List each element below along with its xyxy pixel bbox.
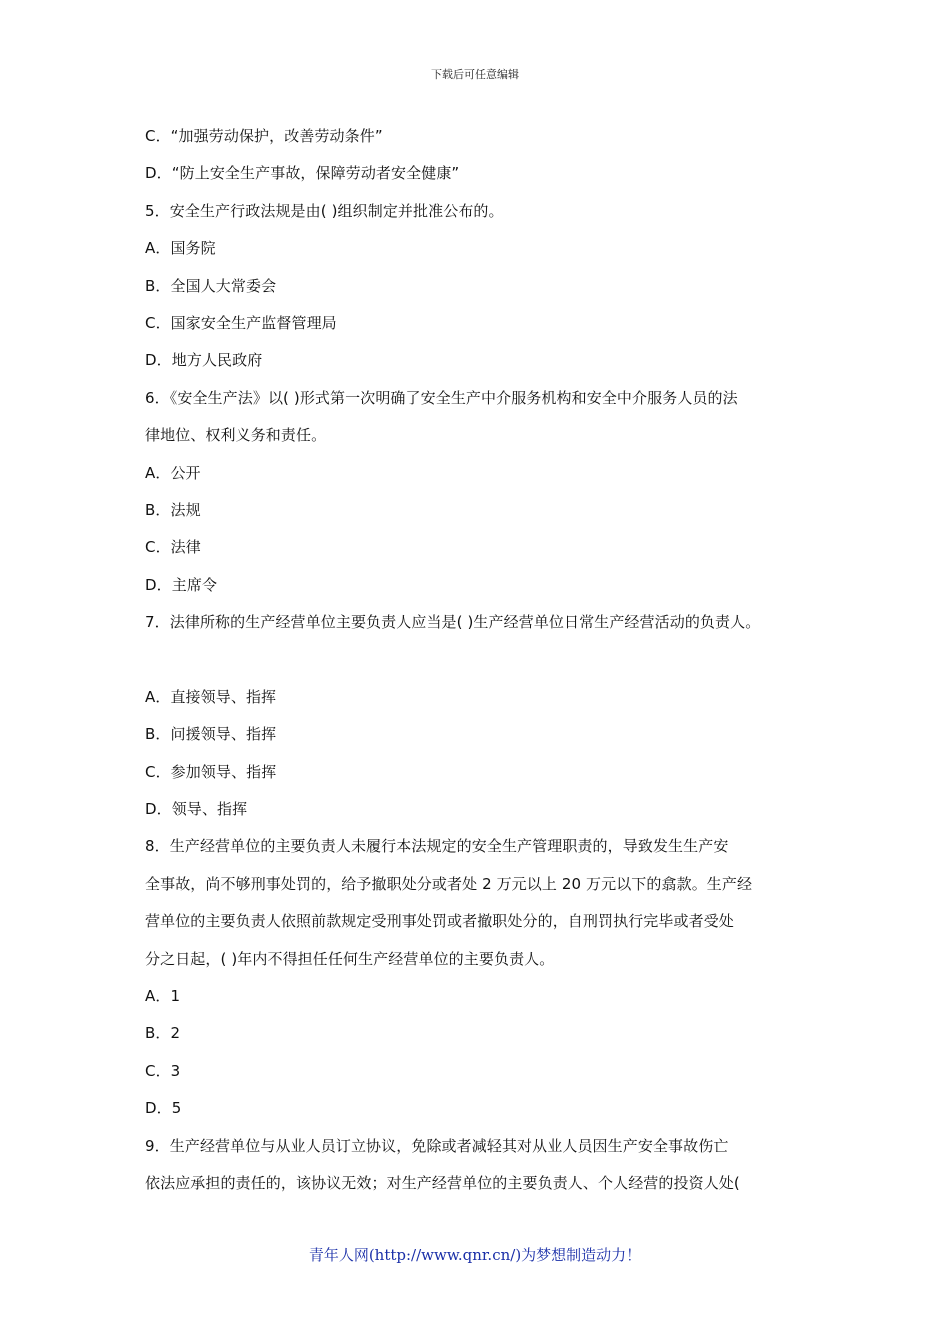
option-line: D．5 [145, 1099, 182, 1118]
question-line: 8．生产经营单位的主要负责人未履行本法规定的安全生产管理职责的，导致发生生产安 [145, 837, 729, 856]
option-line: B．问援领导、指挥 [145, 725, 277, 744]
question-line: 营单位的主要负责人依照前款规定受刑事处罚或者撤职处分的，自刑罚执行完毕或者受处 [145, 912, 734, 931]
question-line: 全事故，尚不够刑事处罚的，给予撤职处分或者处 2 万元以上 20 万元以下的翕款。生产经 [145, 874, 753, 893]
option-line: D．主席令 [145, 575, 218, 594]
option-line: A．1 [145, 986, 181, 1005]
option-line: C．法律 [145, 538, 201, 557]
option-line: B．2 [145, 1024, 181, 1043]
question-line: 9．生产经营单位与从业人员订立协议，免除或者减轻其对从业人员因生产安全事故伤亡 [145, 1136, 729, 1155]
option-line: C．3 [145, 1061, 181, 1080]
option-line: D．“防上安全生产事故，保障劳动者安全健康” [145, 164, 460, 183]
question-line: 5．安全生产行政法规是由( )组织制定并批准公布的。 [145, 201, 504, 220]
option-line: B．法规 [145, 500, 201, 519]
option-line: A．国务院 [145, 239, 216, 258]
question-line: 律地位、权利义务和责任。 [145, 426, 327, 445]
option-line: C．国家安全生产监督管理局 [145, 313, 337, 332]
page-header: 下载后可任意编辑 [431, 68, 519, 81]
question-line: 分之日起，( )年内不得担任任何生产经营单位的主要负责人。 [145, 949, 555, 968]
option-line: C．“加强劳动保护，改善劳动条件” [145, 127, 383, 145]
question-line: 6．《安全生产法》以( )形式第一次明确了安全生产中介服务机构和安全中介服务人员的法 [145, 388, 738, 407]
document-body [145, 122, 835, 1206]
question-line: 7．法律所称的生产经营单位主要负责人应当是( )生产经营单位日常生产经营活动的负责人。 [145, 613, 761, 632]
question-line: 依法应承担的责任的，该协议无效；对生产经营单位的主要负责人、个人经营的投资人处( [145, 1173, 740, 1192]
option-line: A．直接领导、指挥 [145, 687, 277, 706]
option-line: D．地方人民政府 [145, 351, 263, 370]
blank-line [145, 645, 835, 682]
option-line: B．全国人大常委会 [145, 276, 277, 295]
option-line: C．参加领导、指挥 [145, 762, 277, 781]
option-line: A．公开 [145, 463, 201, 482]
page-footer-link[interactable]: 青年人网(http://www.qnr.cn/)为梦想制造动力！ [308, 1246, 642, 1264]
option-line: D．领导、指挥 [145, 800, 248, 819]
